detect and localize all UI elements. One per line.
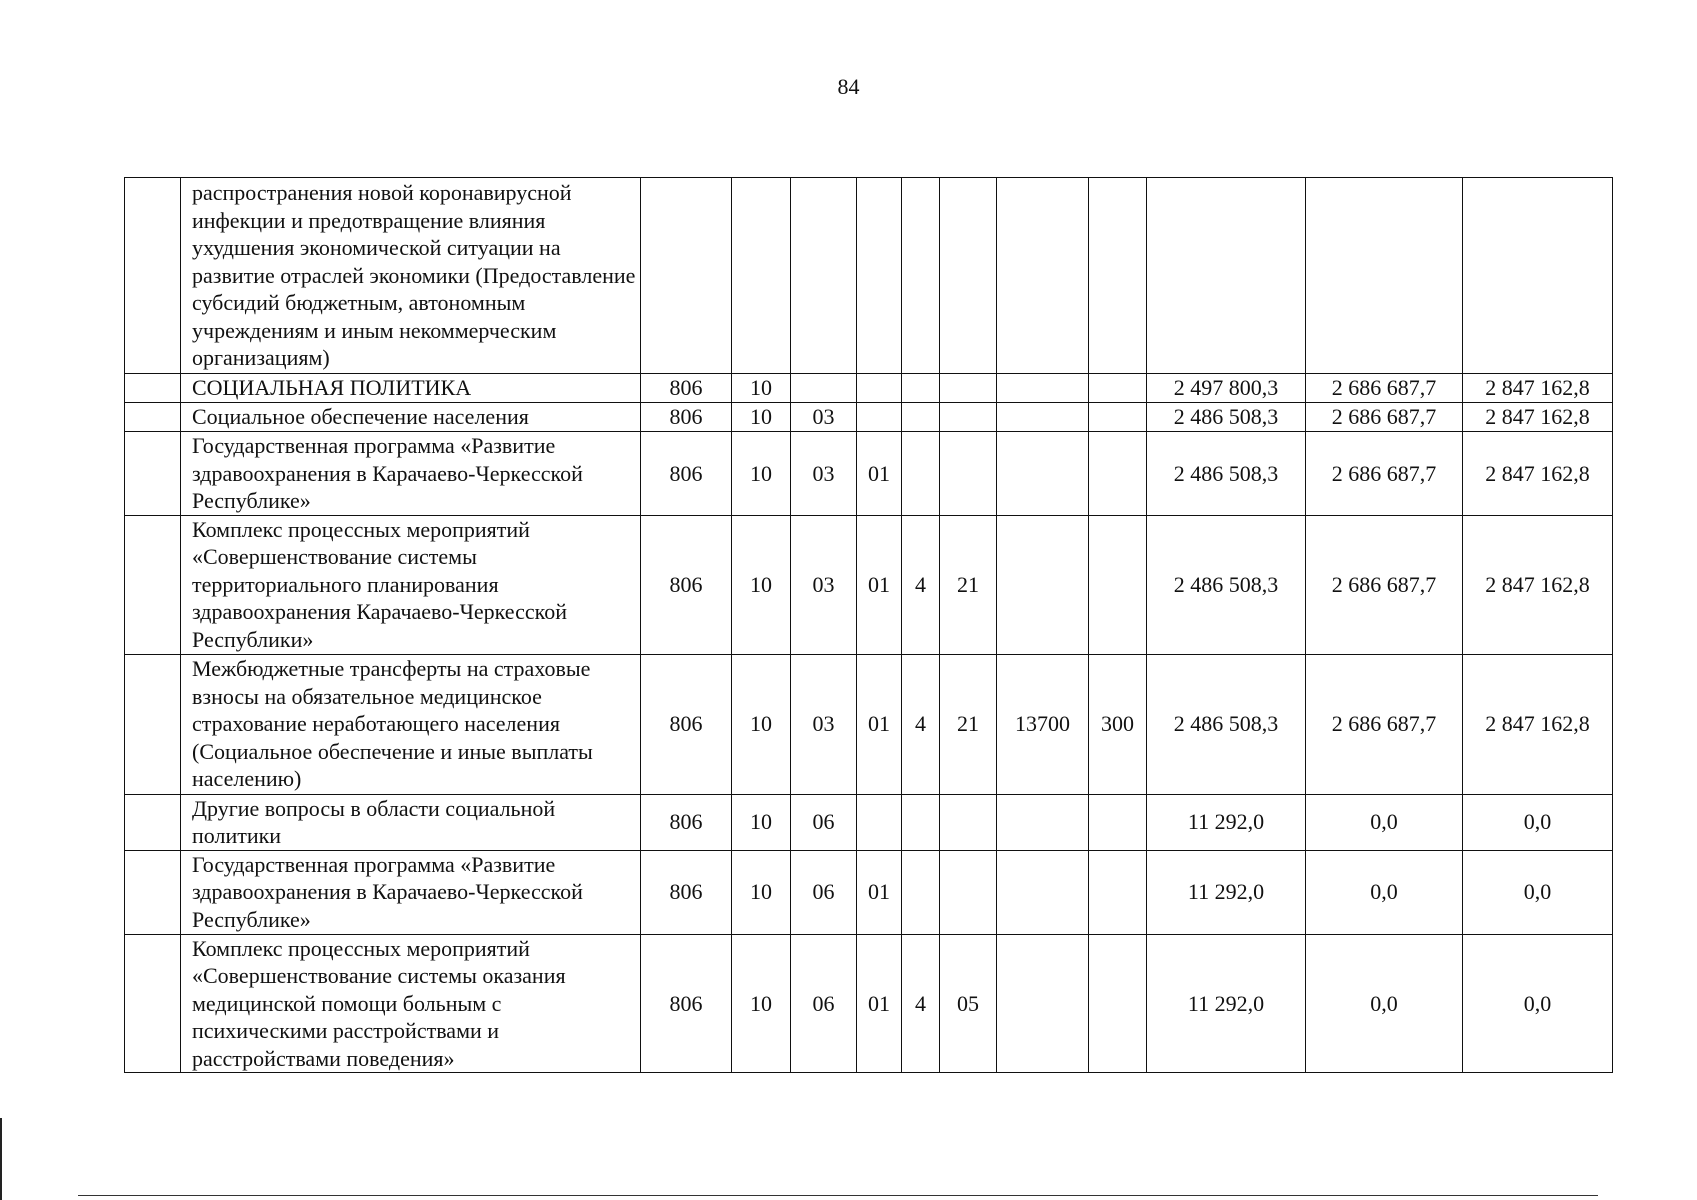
direction-code-cell bbox=[997, 934, 1089, 1073]
activity-code-cell bbox=[940, 794, 997, 850]
expense-type-cell bbox=[1089, 374, 1147, 403]
table-row bbox=[125, 178, 1613, 374]
budget-table bbox=[124, 177, 1613, 1073]
amount-year2-cell: 0,0 bbox=[1306, 794, 1463, 850]
expense-type-cell bbox=[1089, 934, 1147, 1073]
amount-year2-cell bbox=[1306, 178, 1463, 374]
section-code-cell: 10 bbox=[732, 515, 791, 654]
subsection-code-cell: 03 bbox=[791, 515, 857, 654]
amount-year3-cell: 0,0 bbox=[1463, 850, 1613, 934]
grbs-code-cell: 806 bbox=[641, 654, 732, 794]
amount-year3-cell: 2 847 162,8 bbox=[1463, 432, 1613, 516]
program-type-cell bbox=[902, 178, 940, 374]
bottom-rule bbox=[78, 1195, 1598, 1196]
program-type-cell bbox=[902, 794, 940, 850]
section-code-cell: 10 bbox=[732, 934, 791, 1073]
row-number-cell bbox=[125, 654, 181, 794]
expense-type-cell bbox=[1089, 178, 1147, 374]
activity-code-cell bbox=[940, 374, 997, 403]
direction-code-cell bbox=[997, 432, 1089, 516]
table-row bbox=[125, 654, 1613, 794]
direction-code-cell bbox=[997, 794, 1089, 850]
item-name-cell: СОЦИАЛЬНАЯ ПОЛИТИКА bbox=[181, 374, 641, 403]
direction-code-cell bbox=[997, 178, 1089, 374]
direction-code-cell bbox=[997, 403, 1089, 432]
section-code-cell: 10 bbox=[732, 654, 791, 794]
item-name-cell: Государственная программа «Развитие здравоохранения в Карачаево-Черкесской Республике» bbox=[181, 432, 641, 516]
amount-year3-cell bbox=[1463, 178, 1613, 374]
row-number-cell bbox=[125, 934, 181, 1073]
page-number: 84 bbox=[837, 74, 860, 99]
table-row bbox=[125, 515, 1613, 654]
amount-year2-cell: 0,0 bbox=[1306, 850, 1463, 934]
row-number-cell bbox=[125, 515, 181, 654]
row-number-cell bbox=[125, 794, 181, 850]
table-row bbox=[125, 850, 1613, 934]
expense-type-cell bbox=[1089, 794, 1147, 850]
amount-year3-cell: 0,0 bbox=[1463, 794, 1613, 850]
table-row bbox=[125, 374, 1613, 403]
program-code-cell bbox=[857, 403, 902, 432]
amount-year2-cell: 2 686 687,7 bbox=[1306, 403, 1463, 432]
subsection-code-cell bbox=[791, 374, 857, 403]
table-row bbox=[125, 432, 1613, 516]
program-type-cell: 4 bbox=[902, 654, 940, 794]
amount-year3-cell: 2 847 162,8 bbox=[1463, 403, 1613, 432]
row-number-cell bbox=[125, 178, 181, 374]
section-code-cell: 10 bbox=[732, 794, 791, 850]
program-code-cell: 01 bbox=[857, 934, 902, 1073]
amount-year1-cell bbox=[1147, 178, 1306, 374]
grbs-code-cell: 806 bbox=[641, 850, 732, 934]
amount-year1-cell: 2 486 508,3 bbox=[1147, 654, 1306, 794]
program-code-cell: 01 bbox=[857, 515, 902, 654]
direction-code-cell bbox=[997, 515, 1089, 654]
amount-year1-cell: 2 486 508,3 bbox=[1147, 403, 1306, 432]
program-type-cell bbox=[902, 374, 940, 403]
section-code-cell: 10 bbox=[732, 374, 791, 403]
grbs-code-cell: 806 bbox=[641, 374, 732, 403]
subsection-code-cell: 06 bbox=[791, 794, 857, 850]
expense-type-cell bbox=[1089, 850, 1147, 934]
amount-year2-cell: 0,0 bbox=[1306, 934, 1463, 1073]
grbs-code-cell: 806 bbox=[641, 432, 732, 516]
row-number-cell bbox=[125, 374, 181, 403]
grbs-code-cell: 806 bbox=[641, 794, 732, 850]
grbs-code-cell bbox=[641, 178, 732, 374]
program-code-cell bbox=[857, 178, 902, 374]
grbs-code-cell: 806 bbox=[641, 515, 732, 654]
activity-code-cell bbox=[940, 403, 997, 432]
item-name-cell: распространения новой коронавирусной инфекции и предотвращение влияния ухудшения экономической ситуации на развитие отраслей экономики (Предоставление субсидий бюджетным, автономным учреждениям и иным некоммерческим организациям) bbox=[181, 178, 641, 374]
amount-year3-cell: 0,0 bbox=[1463, 934, 1613, 1073]
program-type-cell: 4 bbox=[902, 934, 940, 1073]
table-row bbox=[125, 794, 1613, 850]
activity-code-cell: 21 bbox=[940, 654, 997, 794]
expense-type-cell bbox=[1089, 403, 1147, 432]
amount-year1-cell: 2 497 800,3 bbox=[1147, 374, 1306, 403]
grbs-code-cell: 806 bbox=[641, 403, 732, 432]
expense-type-cell bbox=[1089, 432, 1147, 516]
amount-year2-cell: 2 686 687,7 bbox=[1306, 515, 1463, 654]
program-code-cell bbox=[857, 374, 902, 403]
section-code-cell bbox=[732, 178, 791, 374]
amount-year1-cell: 2 486 508,3 bbox=[1147, 515, 1306, 654]
direction-code-cell bbox=[997, 850, 1089, 934]
program-type-cell bbox=[902, 403, 940, 432]
activity-code-cell bbox=[940, 850, 997, 934]
subsection-code-cell bbox=[791, 178, 857, 374]
amount-year1-cell: 11 292,0 bbox=[1147, 794, 1306, 850]
scan-mark bbox=[0, 1118, 2, 1200]
activity-code-cell bbox=[940, 432, 997, 516]
item-name-cell: Государственная программа «Развитие здравоохранения в Карачаево-Черкесской Республике» bbox=[181, 850, 641, 934]
item-name-cell: Социальное обеспечение населения bbox=[181, 403, 641, 432]
program-code-cell: 01 bbox=[857, 432, 902, 516]
item-name-cell: Межбюджетные трансферты на страховые взносы на обязательное медицинское страхование неработающего населения (Социальное обеспечение и иные выплаты населению) bbox=[181, 654, 641, 794]
program-code-cell: 01 bbox=[857, 850, 902, 934]
subsection-code-cell: 03 bbox=[791, 654, 857, 794]
subsection-code-cell: 03 bbox=[791, 403, 857, 432]
row-number-cell bbox=[125, 403, 181, 432]
item-name-cell: Комплекс процессных мероприятий «Совершенствование системы оказания медицинской помощи больным с психическими расстройствами и расстройствами поведения» bbox=[181, 934, 641, 1073]
program-type-cell bbox=[902, 850, 940, 934]
amount-year3-cell: 2 847 162,8 bbox=[1463, 515, 1613, 654]
program-type-cell bbox=[902, 432, 940, 516]
amount-year2-cell: 2 686 687,7 bbox=[1306, 654, 1463, 794]
activity-code-cell: 05 bbox=[940, 934, 997, 1073]
amount-year3-cell: 2 847 162,8 bbox=[1463, 374, 1613, 403]
direction-code-cell: 13700 bbox=[997, 654, 1089, 794]
subsection-code-cell: 03 bbox=[791, 432, 857, 516]
direction-code-cell bbox=[997, 374, 1089, 403]
program-code-cell bbox=[857, 794, 902, 850]
section-code-cell: 10 bbox=[732, 432, 791, 516]
amount-year2-cell: 2 686 687,7 bbox=[1306, 374, 1463, 403]
program-code-cell: 01 bbox=[857, 654, 902, 794]
section-code-cell: 10 bbox=[732, 850, 791, 934]
section-code-cell: 10 bbox=[732, 403, 791, 432]
program-type-cell: 4 bbox=[902, 515, 940, 654]
table-row bbox=[125, 934, 1613, 1073]
amount-year3-cell: 2 847 162,8 bbox=[1463, 654, 1613, 794]
item-name-cell: Комплекс процессных мероприятий «Совершенствование системы территориального планирования здравоохранения Карачаево-Черкесской Республики» bbox=[181, 515, 641, 654]
row-number-cell bbox=[125, 432, 181, 516]
activity-code-cell: 21 bbox=[940, 515, 997, 654]
grbs-code-cell: 806 bbox=[641, 934, 732, 1073]
amount-year1-cell: 11 292,0 bbox=[1147, 934, 1306, 1073]
amount-year2-cell: 2 686 687,7 bbox=[1306, 432, 1463, 516]
row-number-cell bbox=[125, 850, 181, 934]
expense-type-cell: 300 bbox=[1089, 654, 1147, 794]
amount-year1-cell: 11 292,0 bbox=[1147, 850, 1306, 934]
subsection-code-cell: 06 bbox=[791, 934, 857, 1073]
item-name-cell: Другие вопросы в области социальной политики bbox=[181, 794, 641, 850]
amount-year1-cell: 2 486 508,3 bbox=[1147, 432, 1306, 516]
activity-code-cell bbox=[940, 178, 997, 374]
expense-type-cell bbox=[1089, 515, 1147, 654]
table-row bbox=[125, 403, 1613, 432]
subsection-code-cell: 06 bbox=[791, 850, 857, 934]
